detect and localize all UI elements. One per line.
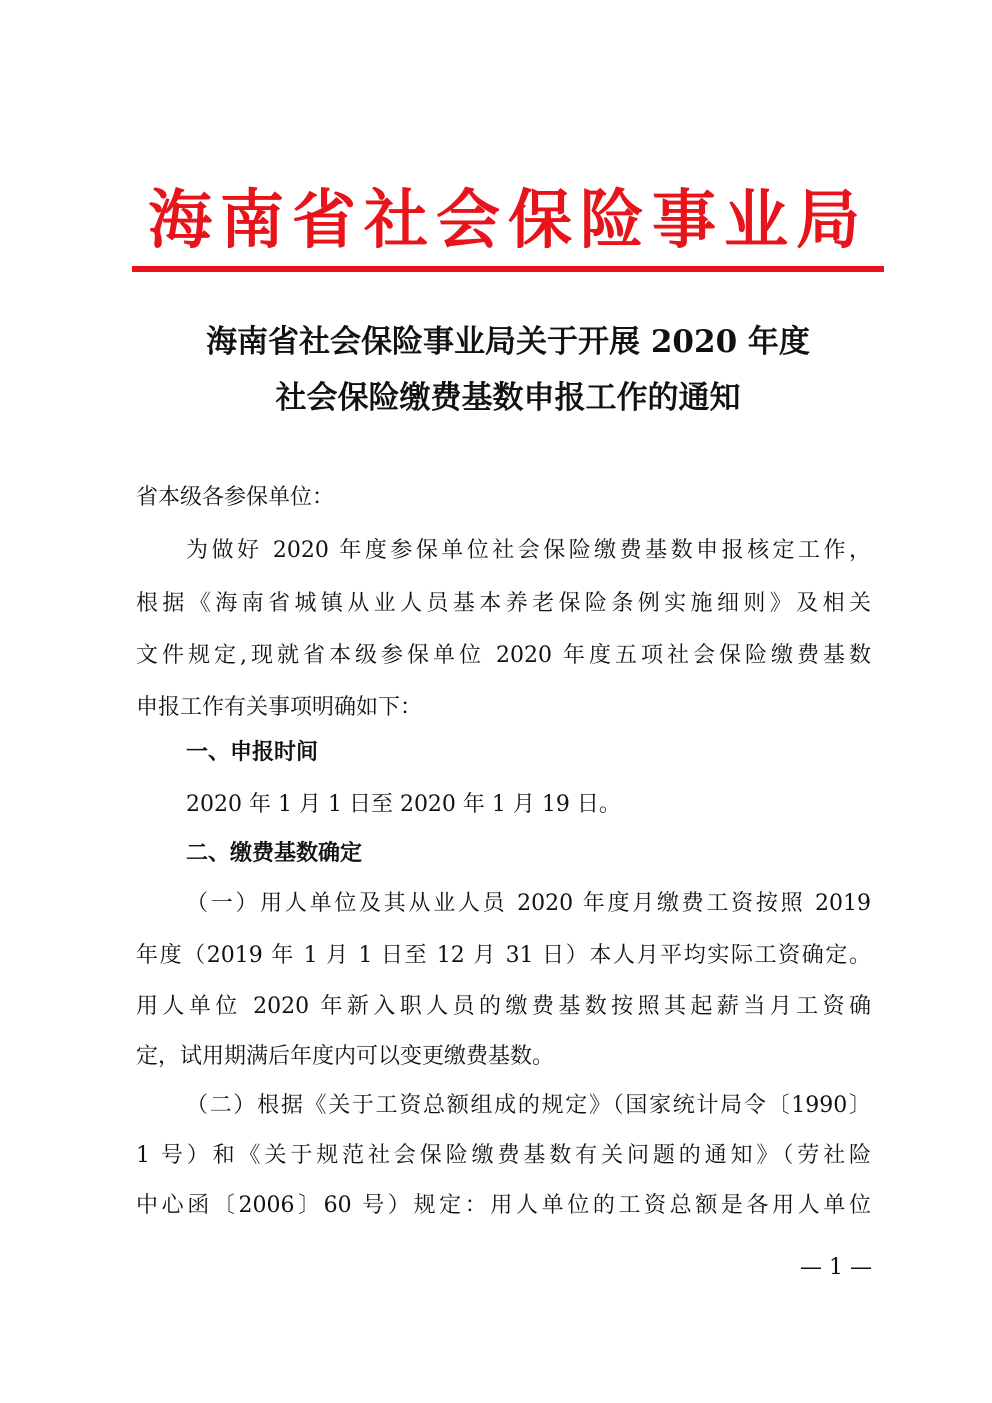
intro-line-1: 为做好 2020 年度参保单位社会保险缴费基数申报核定工作， <box>186 538 871 563</box>
document-title-line-1: 海南省社会保险事业局关于开展 2020 年度 <box>206 324 810 360</box>
section-2-para-1-line-1: （一）用人单位及其从业人员 2020 年度月缴费工资按照 2019 <box>186 891 871 916</box>
section-2-para-1-line-2: 年度（2019 年 1 月 1 日至 12 月 31 日）本人月平均实际工资确定。 <box>136 943 871 968</box>
intro-line-3: 文件规定,现就省本级参保单位 2020 年度五项社会保险缴费基数 <box>136 643 871 668</box>
intro-line-2: 根据《海南省城镇从业人员基本养老保险条例实施细则》及相关 <box>136 591 871 616</box>
section-1-text: 2020 年 1 月 1 日至 2020 年 1 月 19 日。 <box>186 792 621 817</box>
section-2-para-2-line-3: 中心函〔2006〕60 号）规定：用人单位的工资总额是各用人单位 <box>136 1193 871 1218</box>
intro-line-4: 申报工作有关事项明确如下： <box>136 695 423 720</box>
page-number: — 1 — <box>800 1255 872 1280</box>
letterhead-title: 海南省社会保险事业局 <box>148 184 868 258</box>
section-1-heading: 一、申报时间 <box>186 740 319 765</box>
letterhead-red-rule <box>132 266 884 272</box>
salutation: 省本级各参保单位： <box>136 485 335 510</box>
section-2-para-1-line-4: 定，试用期满后年度内可以变更缴费基数。 <box>136 1044 555 1069</box>
section-2-para-1-line-3: 用人单位 2020 年新入职人员的缴费基数按照其起薪当月工资确 <box>136 994 871 1019</box>
section-2-heading: 二、缴费基数确定 <box>186 841 363 866</box>
section-2-para-2-line-1: （二）根据《关于工资总额组成的规定》（国家统计局令〔1990〕 <box>186 1093 871 1118</box>
section-2-para-2-line-2: 1 号）和《关于规范社会保险缴费基数有关问题的通知》（劳社险 <box>136 1143 871 1168</box>
document-title-line-2: 社会保险缴费基数申报工作的通知 <box>275 380 741 416</box>
